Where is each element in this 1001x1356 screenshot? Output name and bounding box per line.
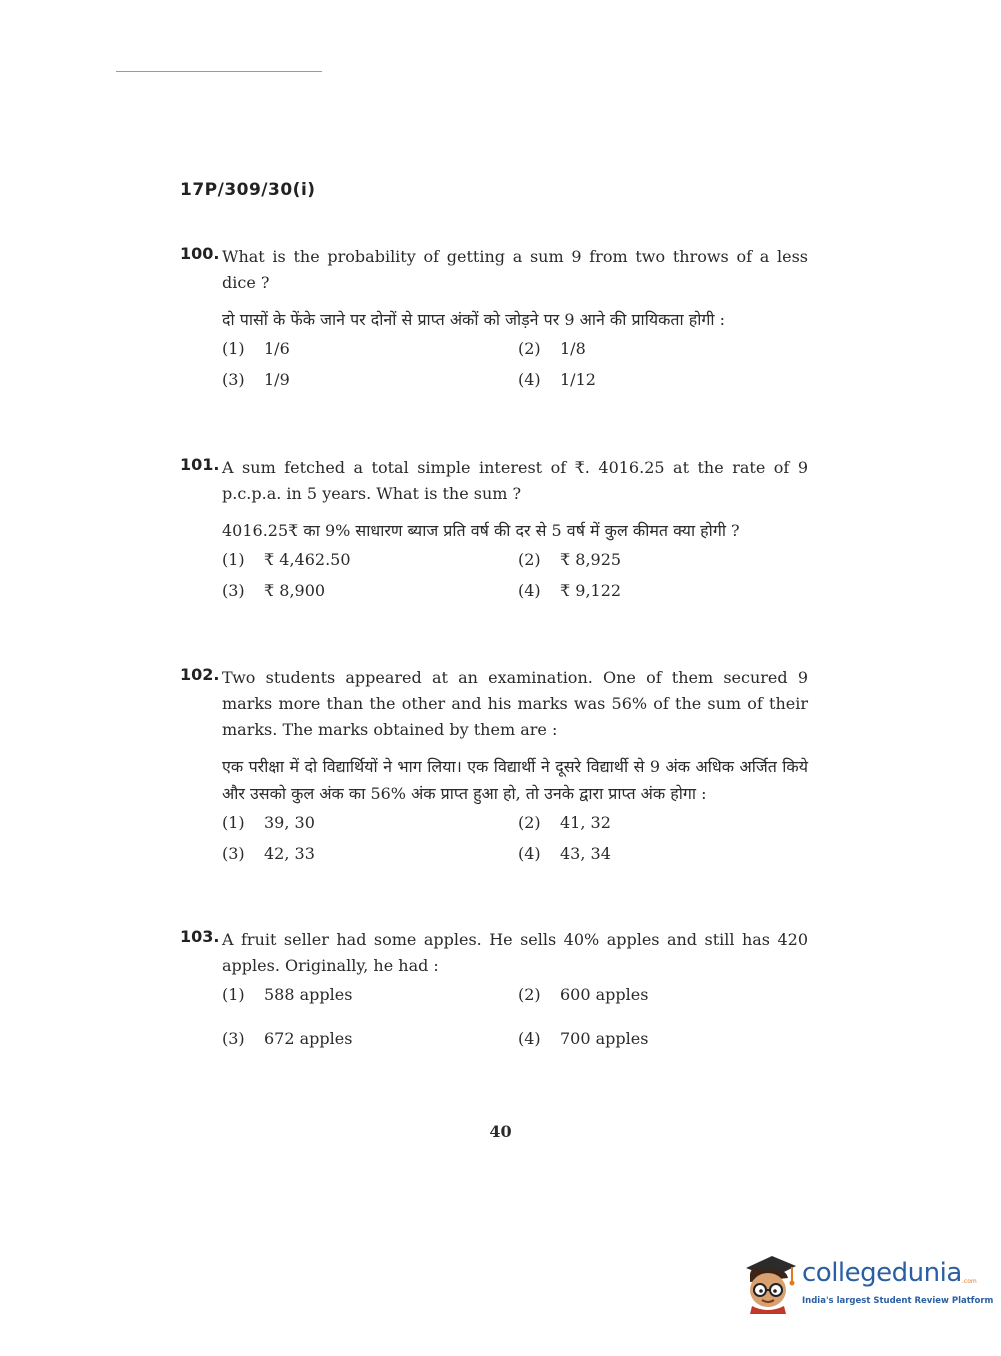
option-3: (3) 1/9 (222, 370, 290, 389)
option-1: (1) 1/6 (222, 339, 290, 358)
question-text-english: What is the probability of getting a sum 9 from two throws of a less dice ? (222, 247, 808, 292)
question-text-english: A fruit seller had some apples. He sells 40% apples and still has 420 apples. Originally, he had : (222, 930, 808, 975)
student-mascot-icon (742, 1252, 798, 1314)
options-grid (222, 548, 808, 602)
options-grid (222, 337, 808, 391)
option-1: (1) ₹ 4,462.50 (222, 550, 351, 569)
option-2: (2) 600 apples (518, 985, 649, 1004)
logo-tagline: India's largest Student Review Platform (802, 1296, 994, 1306)
question-text-hindi: एक परीक्षा में दो विद्यार्थियों ने भाग लिया। एक विद्यार्थी ने दूसरे विद्यार्थी से 9 अंक अधिक अर्जित किये और उसको कुल अंक का 56% अंक प्राप्त हुआ हो, तो उनके द्वारा प्राप्त अंक होगा : (222, 757, 808, 803)
question-number: 101. (180, 455, 220, 474)
option-3: (3) 42, 33 (222, 844, 315, 863)
paper-code: 17P/309/30(i) (180, 180, 316, 200)
option-4: (4) 1/12 (518, 370, 596, 389)
question-100 (180, 244, 808, 391)
question-text-hindi: दो पासों के फेंके जाने पर दोनों से प्राप्त अंकों को जोड़ने पर 9 आने की प्रायिकता होगी : (222, 310, 726, 329)
option-2: (2) ₹ 8,925 (518, 550, 622, 569)
option-3: (3) ₹ 8,900 (222, 581, 326, 600)
question-101 (180, 455, 808, 602)
question-text-english: A sum fetched a total simple interest of ₹. 4016.25 at the rate of 9 p.c.p.a. in 5 years. What is the sum ? (222, 458, 808, 503)
question-103 (180, 927, 808, 1050)
option-2: (2) 1/8 (518, 339, 586, 358)
collegedunia-logo (740, 1248, 994, 1318)
option-4: (4) 700 apples (518, 1029, 649, 1048)
option-1: (1) 588 apples (222, 985, 353, 1004)
question-number: 100. (180, 244, 220, 263)
options-grid (222, 811, 808, 865)
page-number: 40 (489, 1122, 512, 1141)
option-3: (3) 672 apples (222, 1029, 353, 1048)
option-4: (4) 43, 34 (518, 844, 611, 863)
option-2: (2) 41, 32 (518, 813, 611, 832)
logo-wordmark: collegedunia (802, 1258, 962, 1288)
question-text-english: Two students appeared at an examination. One of them secured 9 marks more than the other and his marks was 56% of the sum of their marks. The marks obtained by them are : (222, 668, 808, 739)
options-grid (222, 983, 808, 1050)
question-number: 102. (180, 665, 220, 684)
logo-domain-suffix: .com (962, 1278, 977, 1285)
question-number: 103. (180, 927, 220, 946)
question-102 (180, 665, 808, 865)
option-1: (1) 39, 30 (222, 813, 315, 832)
header-rule (116, 71, 322, 72)
option-4: (4) ₹ 9,122 (518, 581, 622, 600)
question-text-hindi: 4016.25₹ का 9% साधारण ब्याज प्रति वर्ष की दर से 5 वर्ष में कुल कीमत क्या होगी ? (222, 521, 740, 540)
